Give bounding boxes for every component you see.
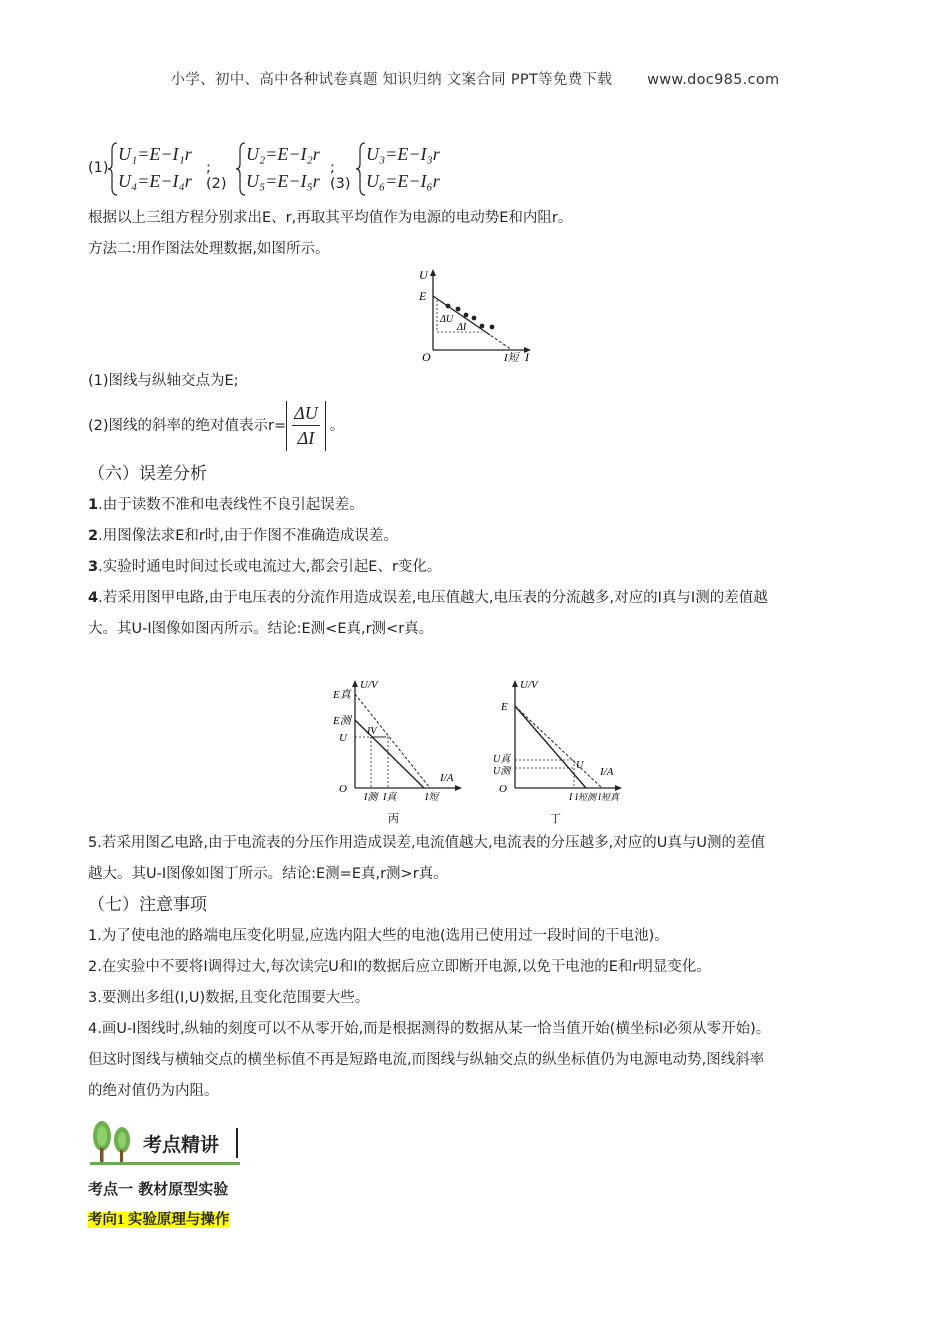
label-e-true: E真 <box>333 689 351 701</box>
paragraph: 但这时图线与横轴交点的横坐标值不再是短路电流,而图线与纵轴交点的纵坐标值仍为电源电动势,图线斜率 <box>88 1052 765 1068</box>
equation-row: U₆=E−I₆r <box>366 171 440 191</box>
label-u: U <box>339 732 347 744</box>
figure-caption: 丙 <box>388 812 399 825</box>
list-item: 5.若采用图乙电路,由于电流表的分压作用造成误差,电流值越大,电流表的分压越多,对应的U真与U测的差值 <box>88 835 765 851</box>
data-point <box>446 304 451 309</box>
kaoxiang-heading: 考向1 实验原理与操作 <box>88 1212 230 1228</box>
data-point <box>464 313 469 318</box>
label-u: U <box>576 760 584 771</box>
paragraph: 方法二:用作图法处理数据,如图所示。 <box>88 241 330 257</box>
label-i-measured: I测 <box>364 792 378 803</box>
tree-icon <box>88 1118 140 1168</box>
ui-graph-figure <box>410 266 540 362</box>
label-ia: I/A <box>600 766 614 778</box>
data-point <box>472 316 477 321</box>
label-delta-u: ΔU <box>440 314 454 325</box>
figure-bing <box>330 676 470 826</box>
arrow-icon <box>352 680 358 687</box>
list-item: 4.画U-I图线时,纵轴的刻度可以不从零开始,而是根据测得的数据从某一恰当值开始(横坐标I必须从零开始)。 <box>88 1021 771 1037</box>
equation-row: U₃=E−I₃r <box>366 144 440 164</box>
label-e: E <box>501 701 508 713</box>
label-e: E <box>419 289 427 303</box>
absolute-value <box>286 401 326 451</box>
banner-title: 考点精讲 <box>143 1134 220 1156</box>
label-i-short-measured: I短测 <box>575 792 596 802</box>
equation-row: U₂=E−I₂r <box>246 144 320 164</box>
paragraph: 越大。其U-I图像如图丁所示。结论:E测=E真,r测>r真。 <box>88 866 448 882</box>
equation-row: U₄=E−I₄r <box>118 171 192 191</box>
paragraph: 。 <box>329 417 345 434</box>
banner-underline <box>90 1162 240 1165</box>
label-iv: IV <box>367 726 377 737</box>
paragraph: (2)图线的斜率的绝对值表示r= <box>88 417 287 434</box>
label-i: I <box>525 350 529 362</box>
label-u-true: U真 <box>493 754 511 765</box>
paragraph: 根据以上三组方程分别求出E、r,再取其平均值作为电源的电动势E和内阻r。 <box>88 210 573 226</box>
arrow-icon <box>512 680 518 687</box>
brace-icon <box>108 142 118 196</box>
paragraph: (1)图线与纵轴交点为E; <box>88 373 239 389</box>
label-i-short: I短 <box>425 792 439 803</box>
label-i: I <box>569 792 573 803</box>
list-item: 1.为了使电池的路端电压变化明显,应选内阻大些的电池(选用已使用过一段时间的干电池)。 <box>88 928 669 944</box>
list-item: 1.由于读数不准和电表线性不良引起误差。 <box>88 497 364 513</box>
paragraph: 的绝对值仍为内阻。 <box>88 1083 219 1099</box>
section-banner <box>88 1118 248 1168</box>
label-uv: U/V <box>360 679 378 691</box>
equation-label: (1) <box>88 160 109 176</box>
list-item: 4.若采用图甲电路,由于电压表的分流作用造成误差,电压值越大,电压表的分流越多,对应的I真与I测的差值越 <box>88 590 768 606</box>
fraction-denominator: ΔI <box>297 428 315 448</box>
paragraph: 大。其U-I图像如图丙所示。结论:E测<E真,r测<r真。 <box>88 621 434 637</box>
section-heading-7: （七）注意事项 <box>88 895 207 915</box>
true-line <box>355 694 430 788</box>
brace-icon <box>236 142 246 196</box>
label-origin: O <box>339 783 347 795</box>
banner-cursor <box>236 1128 238 1158</box>
arrow-icon <box>430 269 436 276</box>
label-u-measured: U测 <box>493 766 511 777</box>
list-item: 2.在实验中不要将I调得过大,每次读完U和I的数据后应立即断开电源,以免干电池的E和r明显变化。 <box>88 959 711 975</box>
slope-formula-line <box>88 400 868 452</box>
list-item: 3.实验时通电时间过长或电流过大,都会引起E、r变化。 <box>88 559 442 575</box>
arrow-icon <box>455 785 462 791</box>
label-i-short: I短 <box>504 352 519 362</box>
equation-label: ;(2) <box>206 160 227 192</box>
label-e-measured: E测 <box>333 715 351 727</box>
label-delta-i: ΔI <box>457 322 467 333</box>
fraction <box>292 403 320 449</box>
true-line <box>515 706 602 788</box>
measured-line <box>355 720 424 788</box>
section-heading-6: （六）误差分析 <box>88 464 207 484</box>
label-u: U <box>419 268 428 282</box>
label-origin: O <box>499 783 507 795</box>
label-ia: I/A <box>440 772 454 784</box>
list-item: 3.要测出多组(I,U)数据,且变化范围要大些。 <box>88 990 370 1006</box>
figure-ding <box>490 676 630 826</box>
equation-row: U₁=E−I₁r <box>118 144 192 164</box>
equation-label: ;(3) <box>330 160 351 192</box>
data-point <box>490 325 495 330</box>
kaodian-heading: 考点一 教材原型实验 <box>88 1180 229 1198</box>
label-origin: O <box>422 350 431 362</box>
header-site-link[interactable]: www.doc985.com <box>647 72 780 88</box>
page-header <box>0 68 950 89</box>
measured-line <box>515 706 586 788</box>
arrow-icon <box>615 785 622 791</box>
header-text: 小学、初中、高中各种试卷真题 知识归纳 文案合同 PPT等免费下载 <box>170 72 613 88</box>
label-uv: U/V <box>520 679 538 691</box>
label-i-true: I真 <box>383 792 397 803</box>
data-point <box>456 307 461 312</box>
figure-caption: 丁 <box>550 812 561 825</box>
fraction-numerator: ΔU <box>292 403 320 426</box>
brace-icon <box>356 142 366 196</box>
label-i-short-true: I短真 <box>598 792 619 802</box>
data-point <box>480 324 485 329</box>
equation-row: U₅=E−I₅r <box>246 171 320 191</box>
list-item: 2.用图像法求E和r时,由于作图不准确造成误差。 <box>88 528 398 544</box>
